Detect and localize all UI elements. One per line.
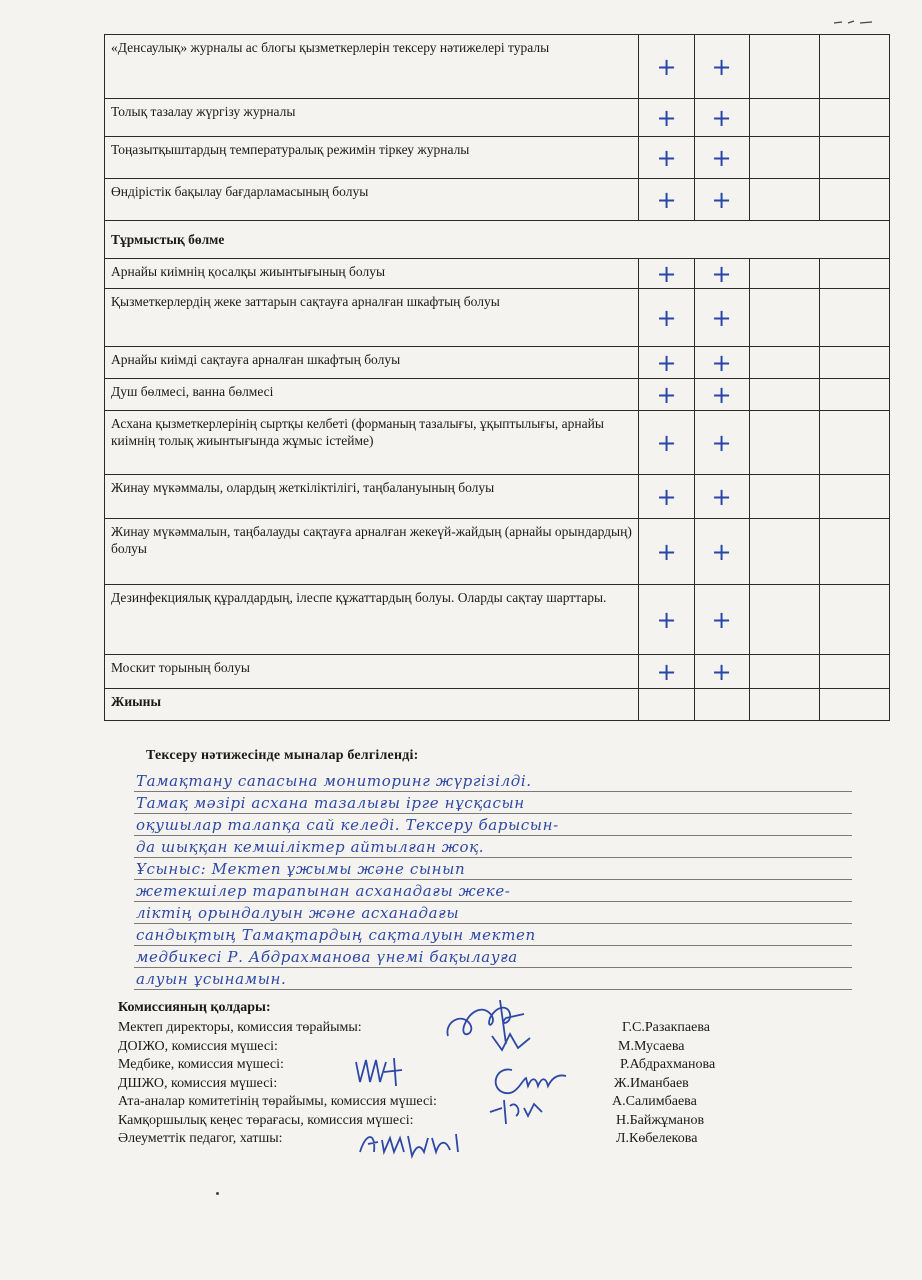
check-mark-c1: + bbox=[639, 475, 694, 519]
check-mark-c1: + bbox=[639, 519, 694, 585]
criterion-text: Қызметкерлердің жеке заттарын сақтауға арналған шкафтың болуы bbox=[105, 289, 639, 347]
ruled-line bbox=[134, 968, 852, 990]
check-mark-c1: + bbox=[639, 259, 694, 289]
check-mark-c2: + bbox=[694, 655, 749, 689]
check-mark-c1: + bbox=[639, 585, 694, 655]
check-mark-c1: + bbox=[639, 35, 694, 99]
empty-cell bbox=[749, 99, 819, 137]
empty-cell bbox=[819, 585, 889, 655]
check-mark-c2: + bbox=[694, 411, 749, 475]
check-mark-c1: + bbox=[639, 655, 694, 689]
ruled-line bbox=[134, 858, 852, 880]
ruled-line bbox=[134, 792, 852, 814]
parents-signature-icon bbox=[482, 1056, 578, 1126]
empty-cell bbox=[749, 411, 819, 475]
handwritten-findings bbox=[134, 770, 852, 990]
criterion-text: Арнайы киімнің қосалқы жиынтығының болуы bbox=[105, 259, 639, 289]
director-signature-icon bbox=[440, 996, 550, 1060]
criterion-text: Арнайы киімді сақтауға арналған шкафтың болуы bbox=[105, 347, 639, 379]
empty-cell bbox=[749, 689, 819, 721]
section-row bbox=[105, 221, 890, 259]
member-name: Р.Абдрахманова bbox=[620, 1057, 716, 1072]
empty-cell bbox=[819, 259, 889, 289]
empty-cell bbox=[749, 179, 819, 221]
empty-cell bbox=[819, 99, 889, 137]
checklist-row bbox=[105, 289, 890, 347]
member-role: Камқоршылық кеңес төрағасы, комиссия мүшесі: bbox=[118, 1112, 414, 1128]
check-mark-c1: + bbox=[639, 179, 694, 221]
empty-cell bbox=[819, 689, 889, 721]
commission-member-row bbox=[118, 1076, 738, 1094]
checklist-row bbox=[105, 519, 890, 585]
criterion-text: Москит торының болуы bbox=[105, 655, 639, 689]
empty-cell bbox=[749, 475, 819, 519]
stray-dot bbox=[216, 1192, 219, 1195]
checklist-row bbox=[105, 347, 890, 379]
check-mark-c2: + bbox=[694, 137, 749, 179]
empty-cell bbox=[819, 289, 889, 347]
handwritten-text: да шыққан кемшіліктер айтылған жоқ. bbox=[136, 838, 485, 856]
check-mark-c2: + bbox=[694, 519, 749, 585]
check-mark-c2: + bbox=[694, 379, 749, 411]
checklist-row bbox=[105, 689, 890, 721]
check-mark-c2: + bbox=[694, 289, 749, 347]
checklist-row bbox=[105, 259, 890, 289]
empty-cell bbox=[749, 347, 819, 379]
check-mark-c2: + bbox=[694, 99, 749, 137]
check-mark-c1: + bbox=[639, 289, 694, 347]
criterion-text: Душ бөлмесі, ванна бөлмесі bbox=[105, 379, 639, 411]
member-role: ДШЖО, комиссия мүшесі: bbox=[118, 1075, 278, 1091]
check-mark-c2: + bbox=[694, 179, 749, 221]
member-name: М.Мусаева bbox=[618, 1038, 685, 1054]
checklist-row bbox=[105, 137, 890, 179]
member-name: Ж.Иманбаев bbox=[614, 1075, 689, 1091]
member-role: ДОІЖО, комиссия мүшесі: bbox=[118, 1038, 278, 1054]
check-mark-c1: + bbox=[639, 379, 694, 411]
check-mark-c2 bbox=[694, 689, 749, 721]
empty-cell bbox=[749, 259, 819, 289]
member-name: А.Салимбаева bbox=[612, 1094, 697, 1109]
member-name: Г.С.Разакпаева bbox=[622, 1020, 710, 1035]
corner-scribble-icon bbox=[832, 18, 874, 26]
empty-cell bbox=[819, 411, 889, 475]
secretary-signature-icon bbox=[356, 1122, 466, 1162]
ruled-line bbox=[134, 902, 852, 924]
criterion-text: Жиыны bbox=[105, 689, 639, 721]
signatures-title: Комиссияның қолдары: bbox=[118, 1000, 271, 1015]
check-mark-c1: + bbox=[639, 347, 694, 379]
criterion-text: Дезинфекциялық құралдардың, ілеспе құжаттардың болуы. Оларды сақтау шарттары. bbox=[105, 585, 639, 655]
handwritten-text: Тамақтану сапасына мониторинг жүргізілді. bbox=[136, 772, 532, 790]
criterion-text: Асхана қызметкерлерінің сыртқы келбеті (форманың тазалығы, ұқыптылығы, арнайы киімнің толық жиынтығында жұмыс істейме) bbox=[105, 411, 639, 475]
inspection-checklist-table bbox=[104, 34, 890, 721]
empty-cell bbox=[749, 519, 819, 585]
checklist-row bbox=[105, 179, 890, 221]
member-role: Ата-аналар комитетінің төрайымы, комиссия мүшесі: bbox=[118, 1094, 437, 1109]
ruled-line bbox=[134, 770, 852, 792]
commission-member-row bbox=[118, 1094, 738, 1112]
checklist-row bbox=[105, 379, 890, 411]
empty-cell bbox=[819, 475, 889, 519]
check-mark-c1: + bbox=[639, 137, 694, 179]
check-mark-c2: + bbox=[694, 35, 749, 99]
empty-cell bbox=[819, 137, 889, 179]
handwritten-text: Ұсыныс: Мектеп ұжымы және сынып bbox=[136, 860, 466, 878]
ruled-line bbox=[134, 946, 852, 968]
member-name: Н.Байжұманов bbox=[616, 1112, 705, 1128]
empty-cell bbox=[749, 379, 819, 411]
empty-cell bbox=[819, 179, 889, 221]
member-role: Әлеуметтік педагог, хатшы: bbox=[118, 1131, 283, 1146]
criterion-text: Тоңазытқыштардың температуралық режимін тіркеу журналы bbox=[105, 137, 639, 179]
section-title: Тұрмыстық бөлме bbox=[105, 221, 890, 259]
empty-cell bbox=[749, 137, 819, 179]
check-mark-c1: + bbox=[639, 411, 694, 475]
doizho-signature-icon bbox=[352, 1052, 412, 1092]
empty-cell bbox=[819, 347, 889, 379]
checklist-row bbox=[105, 411, 890, 475]
member-role: Мектеп директоры, комиссия төрайымы: bbox=[118, 1020, 362, 1035]
criterion-text: Жинау мүкәммалын, таңбалауды сақтауға арналған жекеүй-жайдың (арнайы орындардың) болуы bbox=[105, 519, 639, 585]
criterion-text: Жинау мүкәммалы, олардың жеткіліктілігі, таңбалануының болуы bbox=[105, 475, 639, 519]
checklist-row bbox=[105, 99, 890, 137]
ruled-line bbox=[134, 814, 852, 836]
check-mark-c2: + bbox=[694, 475, 749, 519]
empty-cell bbox=[819, 35, 889, 99]
ruled-line bbox=[134, 836, 852, 858]
handwritten-text: сандықтың Тамақтардың сақталуын мектеп bbox=[136, 926, 536, 944]
checklist-row bbox=[105, 585, 890, 655]
commission-member-row bbox=[118, 1039, 738, 1057]
check-mark-c1 bbox=[639, 689, 694, 721]
check-mark-c1: + bbox=[639, 99, 694, 137]
empty-cell bbox=[819, 655, 889, 689]
ruled-line bbox=[134, 880, 852, 902]
commission-member-row bbox=[118, 1057, 738, 1075]
empty-cell bbox=[819, 379, 889, 411]
empty-cell bbox=[749, 655, 819, 689]
empty-cell bbox=[749, 585, 819, 655]
member-name: Л.Көбелекова bbox=[616, 1131, 698, 1146]
empty-cell bbox=[749, 289, 819, 347]
empty-cell bbox=[749, 35, 819, 99]
ruled-line bbox=[134, 924, 852, 946]
handwritten-text: оқушылар талапқа сай келеді. Тексеру барысын- bbox=[136, 816, 559, 834]
checklist-row bbox=[105, 35, 890, 99]
check-mark-c2: + bbox=[694, 585, 749, 655]
result-heading: Тексеру нәтижесінде мыналар белгіленді: bbox=[146, 748, 419, 763]
checklist-row bbox=[105, 655, 890, 689]
handwritten-text: Тамақ мәзірі асхана тазалығы ірге нұсқасын bbox=[136, 794, 525, 812]
checklist-row bbox=[105, 475, 890, 519]
commission-member-row bbox=[118, 1020, 738, 1038]
handwritten-text: алуын ұсынамын. bbox=[136, 970, 287, 988]
check-mark-c2: + bbox=[694, 259, 749, 289]
member-role: Медбике, комиссия мүшесі: bbox=[118, 1057, 284, 1072]
empty-cell bbox=[819, 519, 889, 585]
handwritten-text: медбикесі Р. Абдрахманова үнемі бақылауға bbox=[136, 948, 518, 966]
check-mark-c2: + bbox=[694, 347, 749, 379]
handwritten-text: ліктің орындалуын және асханадағы bbox=[136, 904, 460, 922]
criterion-text: Толық тазалау жүргізу журналы bbox=[105, 99, 639, 137]
handwritten-text: жетекшілер тарапынан асханадағы жеке- bbox=[136, 882, 511, 900]
criterion-text: Өндірістік бақылау бағдарламасының болуы bbox=[105, 179, 639, 221]
criterion-text: «Денсаулық» журналы ас блогы қызметкерлерін тексеру нәтижелері туралы bbox=[105, 35, 639, 99]
